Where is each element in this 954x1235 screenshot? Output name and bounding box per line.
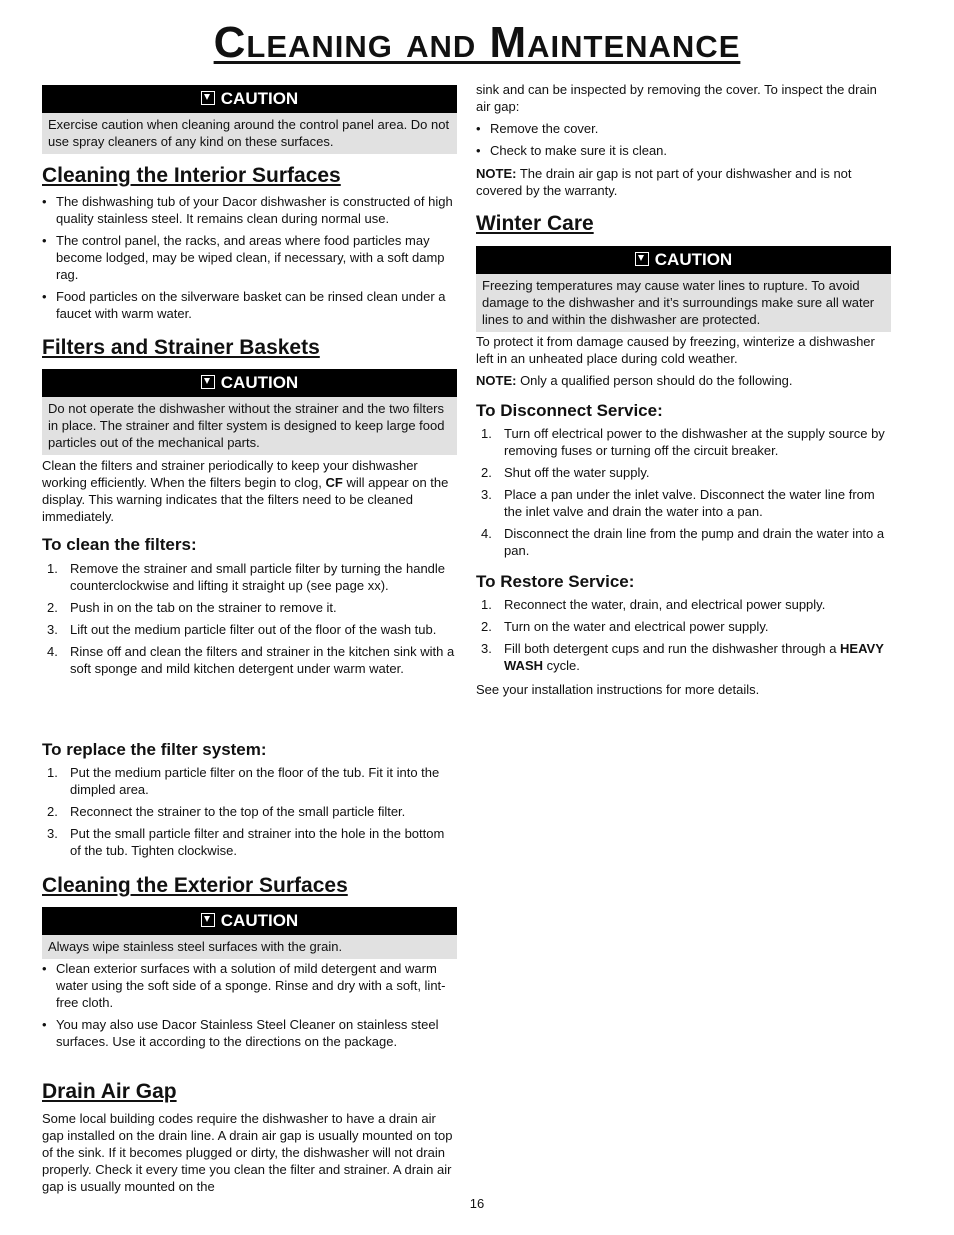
clean-filters-steps (42, 560, 457, 682)
note-label: NOTE: (476, 166, 517, 181)
note-label: NOTE: (476, 373, 517, 388)
winter-note: NOTE: Only a qualified person should do the following. (476, 373, 793, 388)
caution-icon (201, 375, 215, 389)
list-item: 4. Rinse off and clean the filters and strainer in the kitchen sink with a soft sponge and mild kitchen detergent under warm water. (47, 644, 455, 676)
heading-replace-filter: To replace the filter system: (42, 740, 267, 759)
caution-icon (635, 252, 649, 266)
filters-intro: Clean the filters and strainer periodically to keep your dishwasher working efficiently. When the filters begin to clog, CF will appear on the display. This warning indicates that the filters need to be cleaned immediately. (42, 458, 449, 524)
heavy-wash-label: HEAVY WASH (504, 641, 884, 673)
list-item: 2. Shut off the water supply. (481, 465, 650, 480)
list-item: 1. Turn off electrical power to the dishwasher at the supply source by removing fuses or turning off the circuit breaker. (481, 426, 885, 458)
caution-text: Freezing temperatures may cause water lines to rupture. To avoid damage to the dishwasher and it’s surroundings make sure all water lines to and within the dishwasher are protected. (476, 274, 891, 332)
caution-icon (201, 91, 215, 105)
list-item: 2. Push in on the tab on the strainer to remove it. (47, 600, 337, 615)
caution-box-exterior (42, 907, 457, 959)
caution-text: Do not operate the dishwasher without the strainer and the two filters in place. The strainer and filter system is designed to keep large food particles out of the mechanical parts. (42, 397, 457, 455)
caution-label: CAUTION (220, 911, 299, 930)
drain-bullet-list (476, 120, 892, 164)
drain-air-gap-text: Some local building codes require the dishwasher to have a drain air gap installed on the drain line. A drain air gap is usually mounted on top of the sink. If it becomes plugged or dirty, the dishwasher will not drain properly. Check it every time you clean the filter and strainer. A drain air gap is usually mounted on the (42, 1111, 453, 1194)
page-number: 16 (469, 1196, 485, 1211)
replace-filter-steps (42, 764, 457, 864)
heading-winter-care: Winter Care (476, 212, 594, 235)
caution-box-control-panel (42, 85, 457, 154)
heading-interior-surfaces: Cleaning the Interior Surfaces (42, 164, 341, 187)
caution-header (476, 246, 891, 274)
list-item: • You may also use Dacor Stainless Steel Cleaner on stainless steel surfaces. Use it according to the directions on the package. (42, 1016, 457, 1050)
caution-label: CAUTION (220, 89, 299, 108)
installation-note: See your installation instructions for more details. (476, 682, 760, 697)
drain-air-gap-continued: sink and can be inspected by removing the cover. To inspect the drain air gap: (476, 82, 877, 114)
disconnect-steps (476, 425, 892, 564)
caution-label: CAUTION (654, 250, 733, 269)
caution-box-filters (42, 369, 457, 455)
caution-icon (201, 913, 215, 927)
caution-box-winter (476, 246, 891, 332)
caution-text: Exercise caution when cleaning around the control panel area. Do not use spray cleaners of any kind on these surfaces. (42, 113, 457, 154)
heading-clean-filters: To clean the filters: (42, 535, 197, 554)
list-item: • The dishwashing tub of your Dacor dishwasher is constructed of high quality stainless steel. It remains clean during normal use. (42, 193, 457, 227)
heading-drain-air-gap: Drain Air Gap (42, 1080, 177, 1103)
list-item: 2. Turn on the water and electrical power supply. (481, 619, 769, 634)
caution-header (42, 369, 457, 397)
restore-steps (476, 596, 892, 679)
heading-exterior-surfaces: Cleaning the Exterior Surfaces (42, 874, 348, 897)
heading-restore-service: To Restore Service: (476, 572, 635, 591)
list-item: 4. Disconnect the drain line from the pump and drain the water into a pan. (481, 526, 885, 558)
list-item: 2. Reconnect the strainer to the top of the small particle filter. (47, 804, 406, 819)
list-item: 3. Put the small particle filter and strainer into the hole in the bottom of the tub. Tighten clockwise. (47, 826, 445, 858)
list-item: 1. Remove the strainer and small particle filter by turning the handle counterclockwise and lifting it straight up (see page xx). (47, 561, 446, 593)
list-item: 1. Reconnect the water, drain, and electrical power supply. (481, 597, 826, 612)
page-title: Cleaning and Maintenance (213, 18, 741, 67)
list-item: 3. Place a pan under the inlet valve. Disconnect the water line from the inlet valve and drain the water into a pan. (481, 487, 875, 519)
caution-label: CAUTION (220, 373, 299, 392)
list-item: 3. Lift out the medium particle filter out of the floor of the wash tub. (47, 622, 437, 637)
cf-code: CF (325, 475, 343, 490)
exterior-bullet-list (42, 960, 457, 1055)
caution-text: Always wipe stainless steel surfaces with the grain. (42, 935, 457, 959)
list-item: 3. Fill both detergent cups and run the dishwasher through a HEAVY WASH cycle. (481, 641, 884, 673)
interior-bullet-list (42, 193, 457, 327)
caution-header (42, 907, 457, 935)
heading-disconnect-service: To Disconnect Service: (476, 401, 663, 420)
list-item: 1. Put the medium particle filter on the floor of the tub. Fit it into the dimpled area. (47, 765, 440, 797)
list-item: • Clean exterior surfaces with a solution of mild detergent and warm water using the soft side of a sponge. Rinse and dry with a soft, lint-free cloth. (42, 960, 457, 1011)
list-item: • Check to make sure it is clean. (476, 142, 892, 159)
winter-intro: To protect it from damage caused by freezing, winterize a dishwasher left in an unheated place during cold weather. (476, 334, 875, 366)
list-item: • Remove the cover. (476, 120, 892, 137)
drain-note: NOTE: The drain air gap is not part of your dishwasher and is not covered by the warranty. (476, 166, 852, 198)
heading-filters-strainer: Filters and Strainer Baskets (42, 336, 320, 359)
list-item: • Food particles on the silverware basket can be rinsed clean under a faucet with warm water. (42, 288, 457, 322)
caution-header (42, 85, 457, 113)
list-item: • The control panel, the racks, and areas where food particles may become lodged, may be wiped clean, if necessary, with a soft damp rag. (42, 232, 457, 283)
